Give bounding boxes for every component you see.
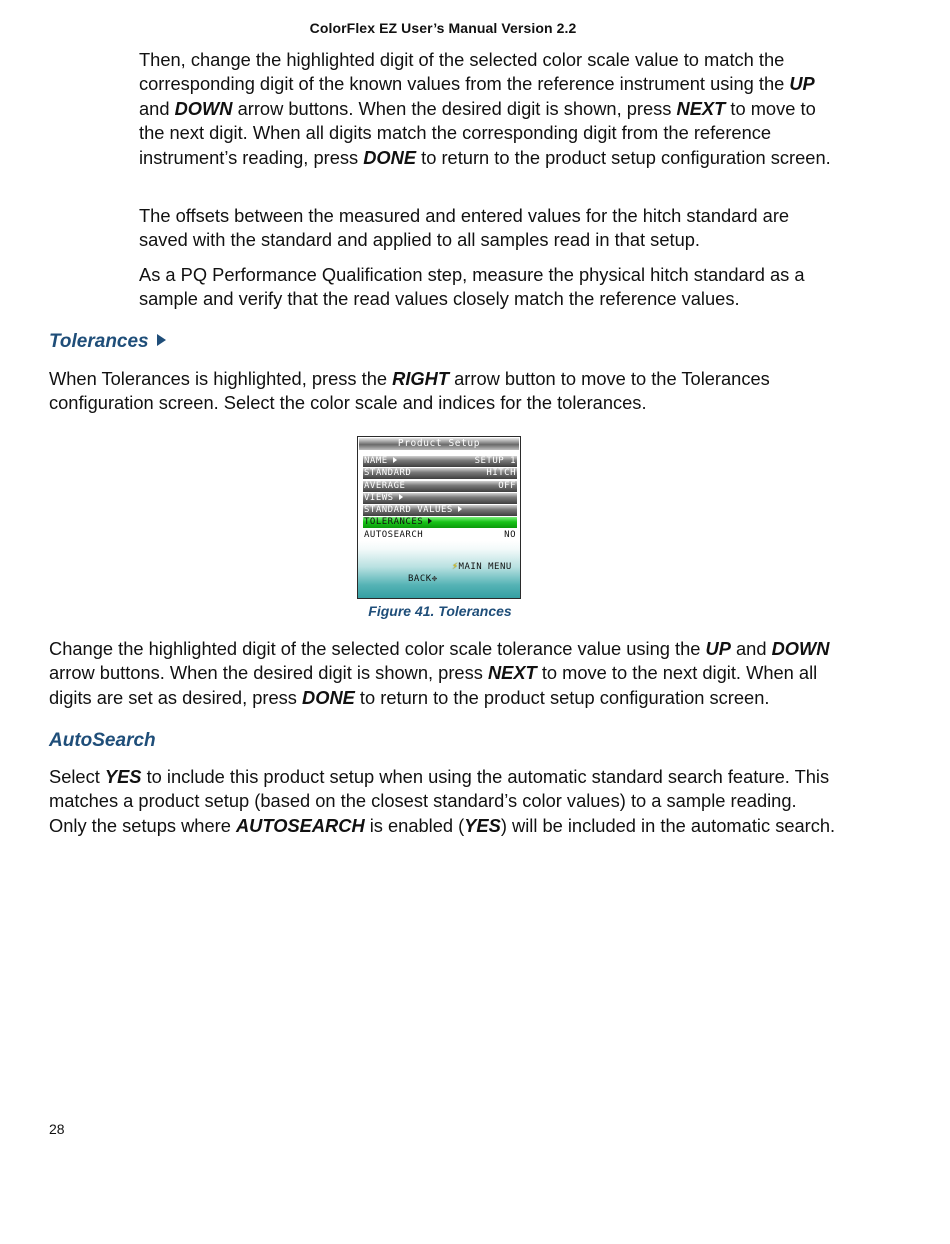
back-softkey: BACK✥: [408, 574, 438, 584]
intro-paragraph-1: Then, change the highlighted digit of the selected color scale value to match the corresponding digit of the known values from the reference instrument using the UP and DOWN arrow buttons. When the desired digit is shown, press NEXT to move to the next digit. When all digits match the corresponding digit from the reference instrument’s reading, press DONE to return to the product setup configuration screen.: [139, 49, 831, 168]
arrow-right-icon: [393, 457, 397, 463]
menu-item-standard-values: STANDARD VALUES: [363, 505, 517, 516]
tolerances-paragraph-2: Change the highlighted digit of the selected color scale tolerance value using the UP and DOWN arrow buttons. When the desired digit is shown, press NEXT to move to the next digit. When all digits are set as desired, press DONE to return to the product setup configuration screen.: [49, 638, 830, 708]
main-menu-softkey: ⚡MAIN MENU: [452, 561, 512, 572]
product-setup-menu: [363, 456, 517, 542]
menu-item-standard: STANDARD HITCH: [364, 468, 516, 479]
menu-item-average: AVERAGE OFF: [364, 480, 516, 491]
dpad-icon: ✥: [431, 574, 438, 584]
page-header: ColorFlex EZ User’s Manual Version 2.2: [309, 20, 577, 36]
intro-paragraph-3: As a PQ Performance Qualification step, measure the physical hitch standard as a sample and verify that the read values closely match the reference values.: [139, 264, 805, 310]
triangle-right-icon: [157, 334, 166, 346]
menu-item-autosearch: AUTOSEARCH NO: [364, 529, 516, 540]
tolerances-paragraph-1: When Tolerances is highlighted, press the RIGHT arrow button to move to the Tolerances configuration screen. Select the color scale and indices for the tolerances.: [49, 368, 770, 414]
menu-item-name: NAME SETUP 1: [364, 456, 516, 466]
device-screen-title: Product Setup: [359, 438, 519, 450]
tolerances-heading: Tolerances: [49, 331, 166, 353]
intro-paragraph-2: The offsets between the measured and entered values for the hitch standard are saved with the standard and applied to all samples read in that setup.: [139, 205, 790, 251]
arrow-right-icon: [458, 506, 462, 512]
lightning-icon: ⚡: [452, 561, 459, 572]
page-number: 28: [49, 1121, 65, 1137]
menu-item-tolerances: TOLERANCES: [363, 517, 517, 528]
arrow-right-icon: [428, 518, 432, 524]
autosearch-paragraph: Select YES to include this product setup when using the automatic standard search feature. This matches a product setup (based on the closest standard’s color values) to a sample reading. Only the setups where AUTOSEARCH is enabled (YES) will be included in the automatic search.: [49, 766, 836, 836]
device-screen-figure: [357, 436, 521, 599]
figure-caption: Figure 41. Tolerances: [368, 603, 512, 619]
autosearch-heading: AutoSearch: [49, 730, 156, 751]
menu-item-views: VIEWS: [363, 493, 517, 504]
arrow-right-icon: [399, 494, 403, 500]
